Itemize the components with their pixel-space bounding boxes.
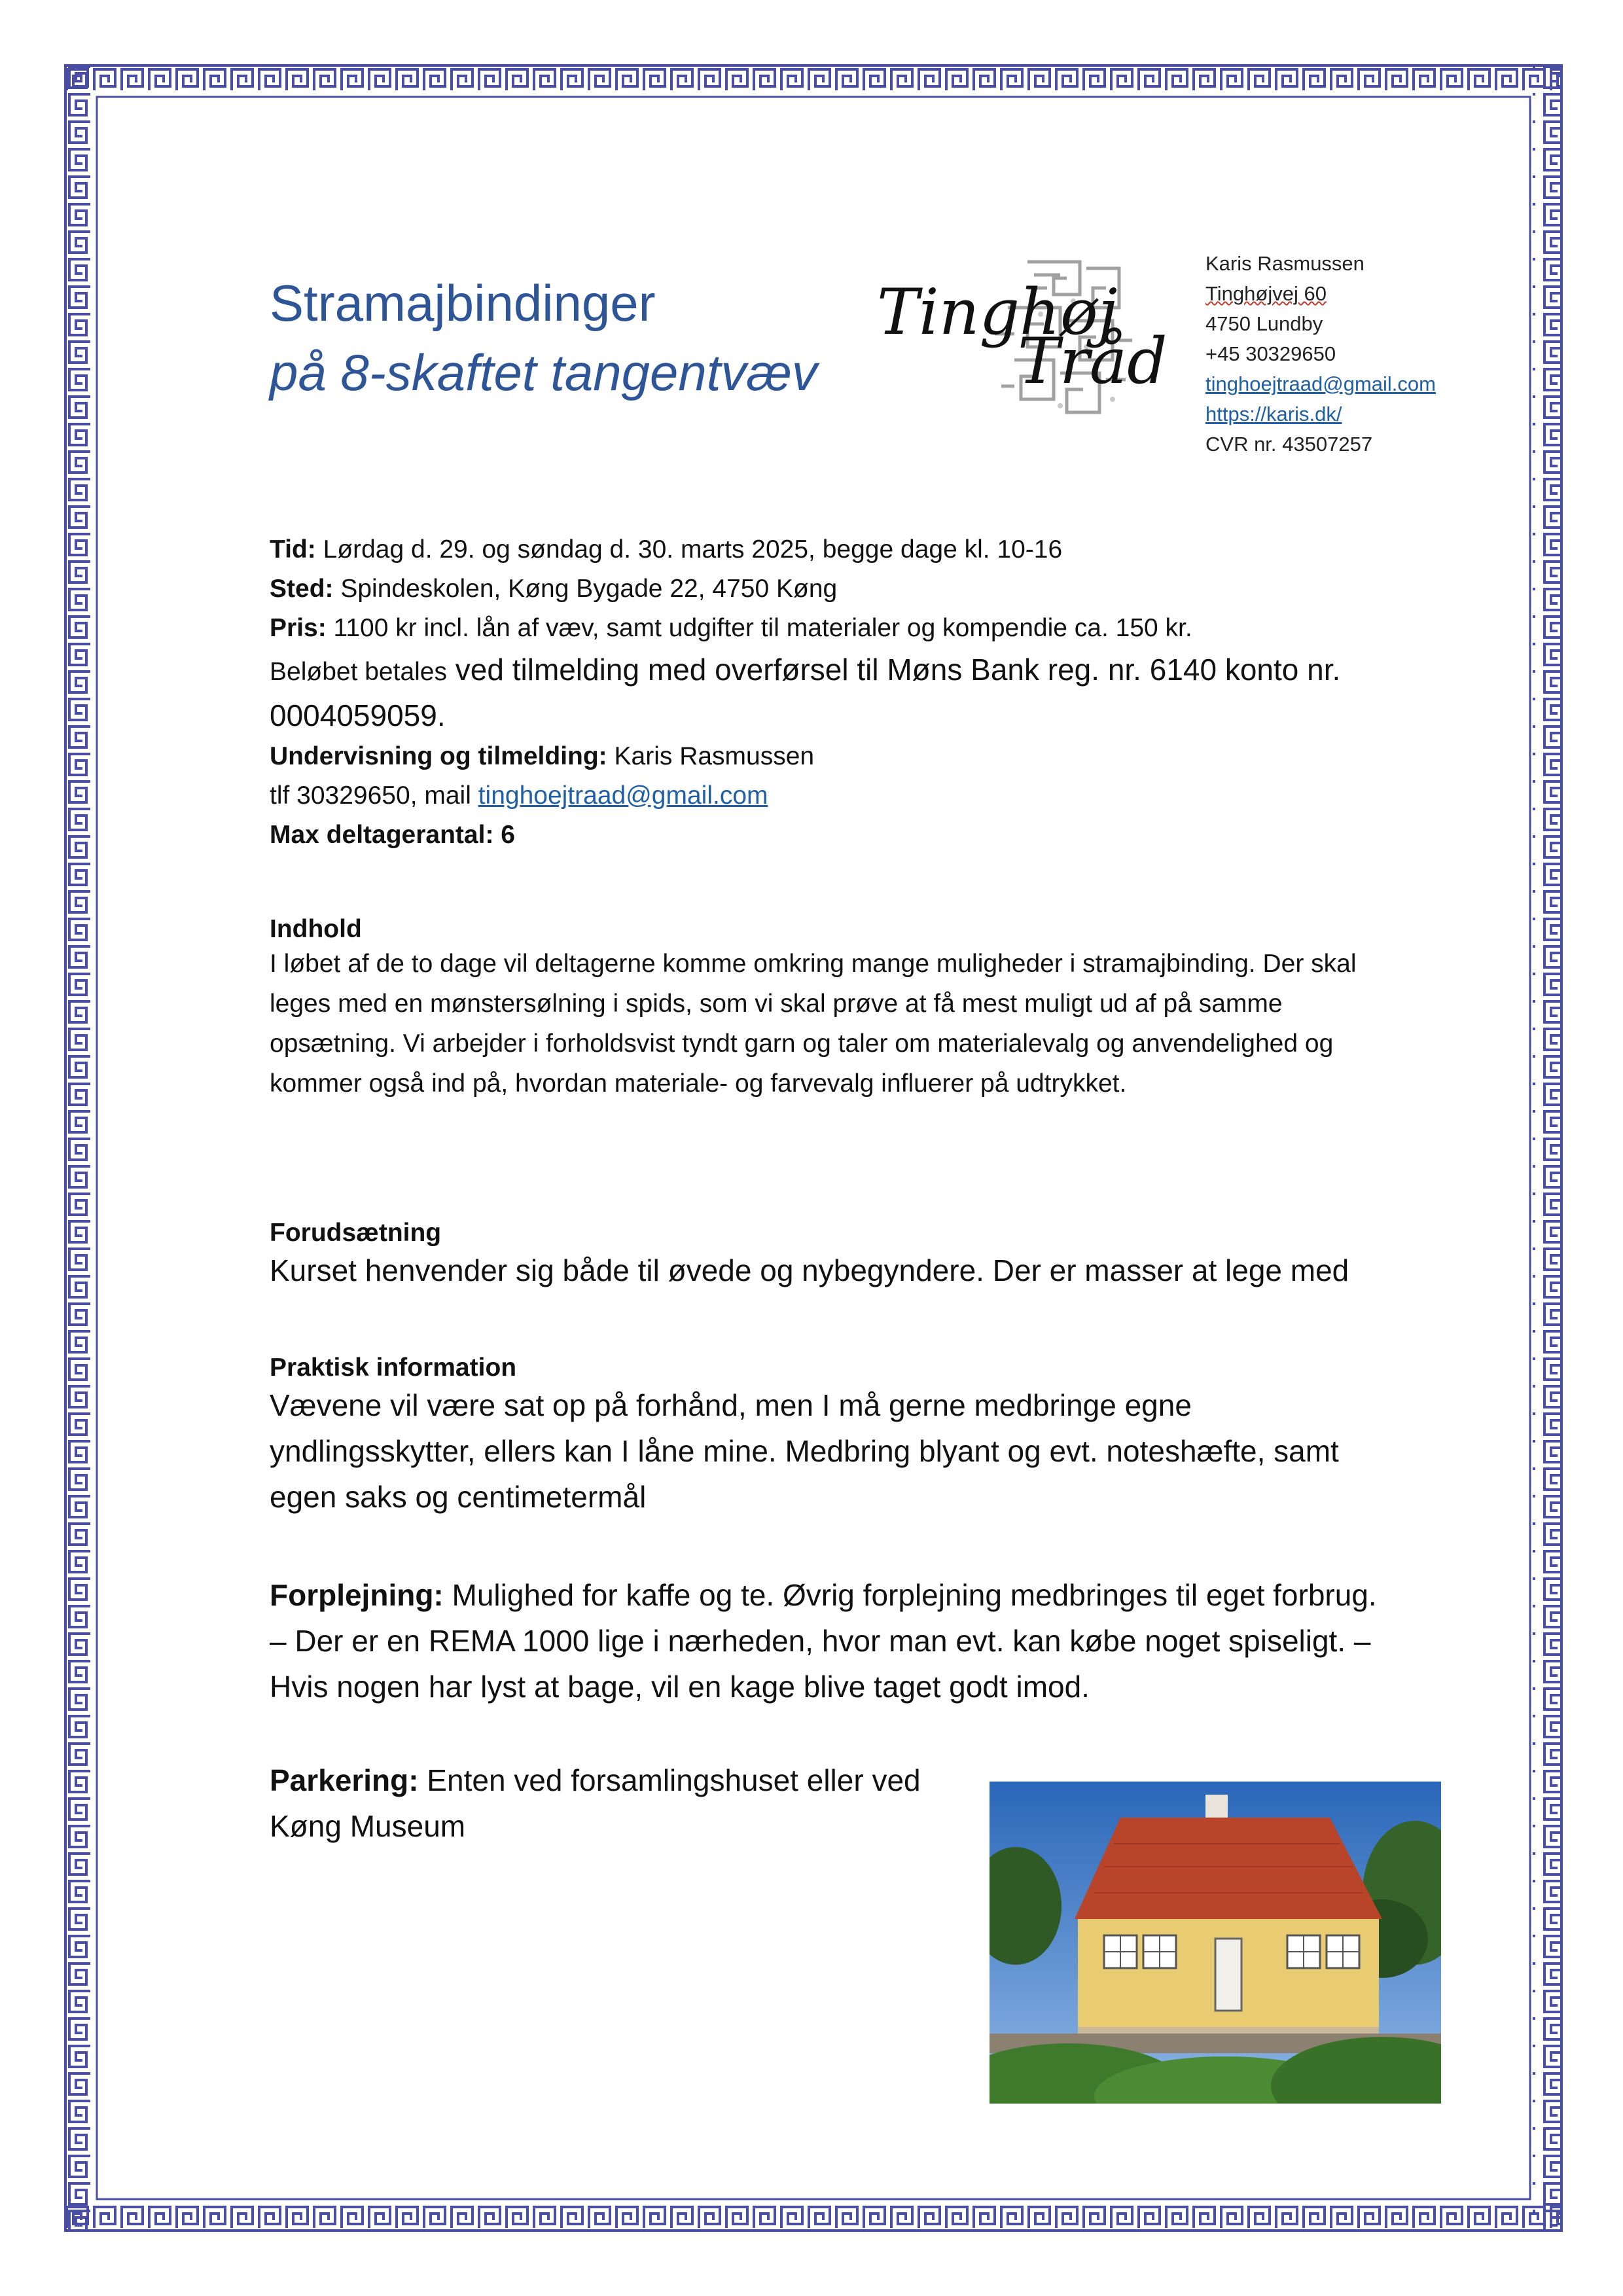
museum-house-photo bbox=[990, 1782, 1441, 2104]
contact-name: Karis Rasmussen bbox=[1205, 252, 1364, 275]
svg-text:Tråd: Tråd bbox=[1018, 325, 1168, 398]
document-title bbox=[270, 268, 817, 407]
title-line-2: på 8-skaftet tangentvæv bbox=[270, 344, 817, 401]
praktisk-text: Vævene vil være sat op på forhånd, men I må gerne medbringe egne yndlingsskytter, ellers kan I låne mine. Medbring blyant og evt. noteshæfte, samt egen saks og centimetermål bbox=[270, 1388, 1339, 1514]
section-praktisk bbox=[270, 1354, 1395, 1520]
forudsaetning-heading: Forudsætning bbox=[270, 1219, 442, 1247]
indhold-heading: Indhold bbox=[270, 915, 362, 943]
info-payment: Beløbet betales ved tilmelding med overførsel til Møns Bank reg. nr. 6140 konto nr. 0004059059. bbox=[270, 653, 1341, 732]
info-email-link[interactable]: tinghoejtraad@gmail.com bbox=[478, 781, 768, 810]
info-teacher: Undervisning og tilmelding: Karis Rasmussen bbox=[270, 742, 815, 770]
contact-cvr: CVR nr. 43507257 bbox=[1205, 433, 1373, 456]
info-place: Sted: Spindeskolen, Køng Bygade 22, 4750 Køng bbox=[270, 575, 838, 603]
section-forudsaetning bbox=[270, 1219, 1395, 1293]
parkering-text: Parkering: Enten ved forsamlingshuset eller ved Køng Museum bbox=[270, 1763, 921, 1843]
info-price: Pris: 1100 kr incl. lån af væv, samt udgifter til materialer og kompendie ca. 150 kr. bbox=[270, 614, 1192, 642]
section-indhold bbox=[270, 915, 1369, 1103]
contact-block bbox=[1205, 249, 1436, 459]
contact-city: 4750 Lundby bbox=[1205, 312, 1323, 335]
contact-email-link[interactable]: tinghoejtraad@gmail.com bbox=[1205, 372, 1436, 395]
tinghoej-traad-logo bbox=[864, 249, 1178, 425]
section-forplejning bbox=[270, 1572, 1395, 1710]
info-time: Tid: Lørdag d. 29. og søndag d. 30. marts 2025, begge dage kl. 10-16 bbox=[270, 535, 1063, 564]
contact-street: Tinghøjvej 60 bbox=[1205, 282, 1327, 305]
course-info bbox=[270, 530, 1369, 855]
contact-phone: +45 30329650 bbox=[1205, 342, 1336, 365]
section-parkering bbox=[270, 1757, 963, 1849]
info-max-participants: Max deltagerantal: 6 bbox=[270, 821, 515, 849]
contact-website-link[interactable]: https://karis.dk/ bbox=[1205, 403, 1342, 425]
info-contact: tlf 30329650, mail tinghoejtraad@gmail.com bbox=[270, 781, 768, 810]
forudsaetning-text: Kurset henvender sig både til øvede og nybegyndere. Der er masser at lege med bbox=[270, 1253, 1349, 1287]
praktisk-heading: Praktisk information bbox=[270, 1354, 517, 1382]
indhold-text: I løbet af de to dage vil deltagerne komme omkring mange muligheder i stramajbinding. Der skal leges med en mønstersølning i spids, som vi skal prøve at få mest muligt ud af på samme opsætning. Vi arbejder i forholdsvist tyndt garn og taler om materialevalg og anvendelighed og kommer også ind på, hvordan materiale- og farvevalg influerer på udtrykket. bbox=[270, 950, 1357, 1098]
svg-text:Tinghøj: Tinghøj bbox=[877, 276, 1118, 349]
forplejning-text: Forplejning: Mulighed for kaffe og te. Øvrig forplejning medbringes til eget forbrug. – Der er en REMA 1000 lige i nærheden, hvor man evt. kan købe noget spiseligt. – Hvis nogen har lyst at bage, vil en kage blive taget godt imod. bbox=[270, 1578, 1377, 1704]
title-line-1: Stramajbindinger bbox=[270, 274, 656, 332]
